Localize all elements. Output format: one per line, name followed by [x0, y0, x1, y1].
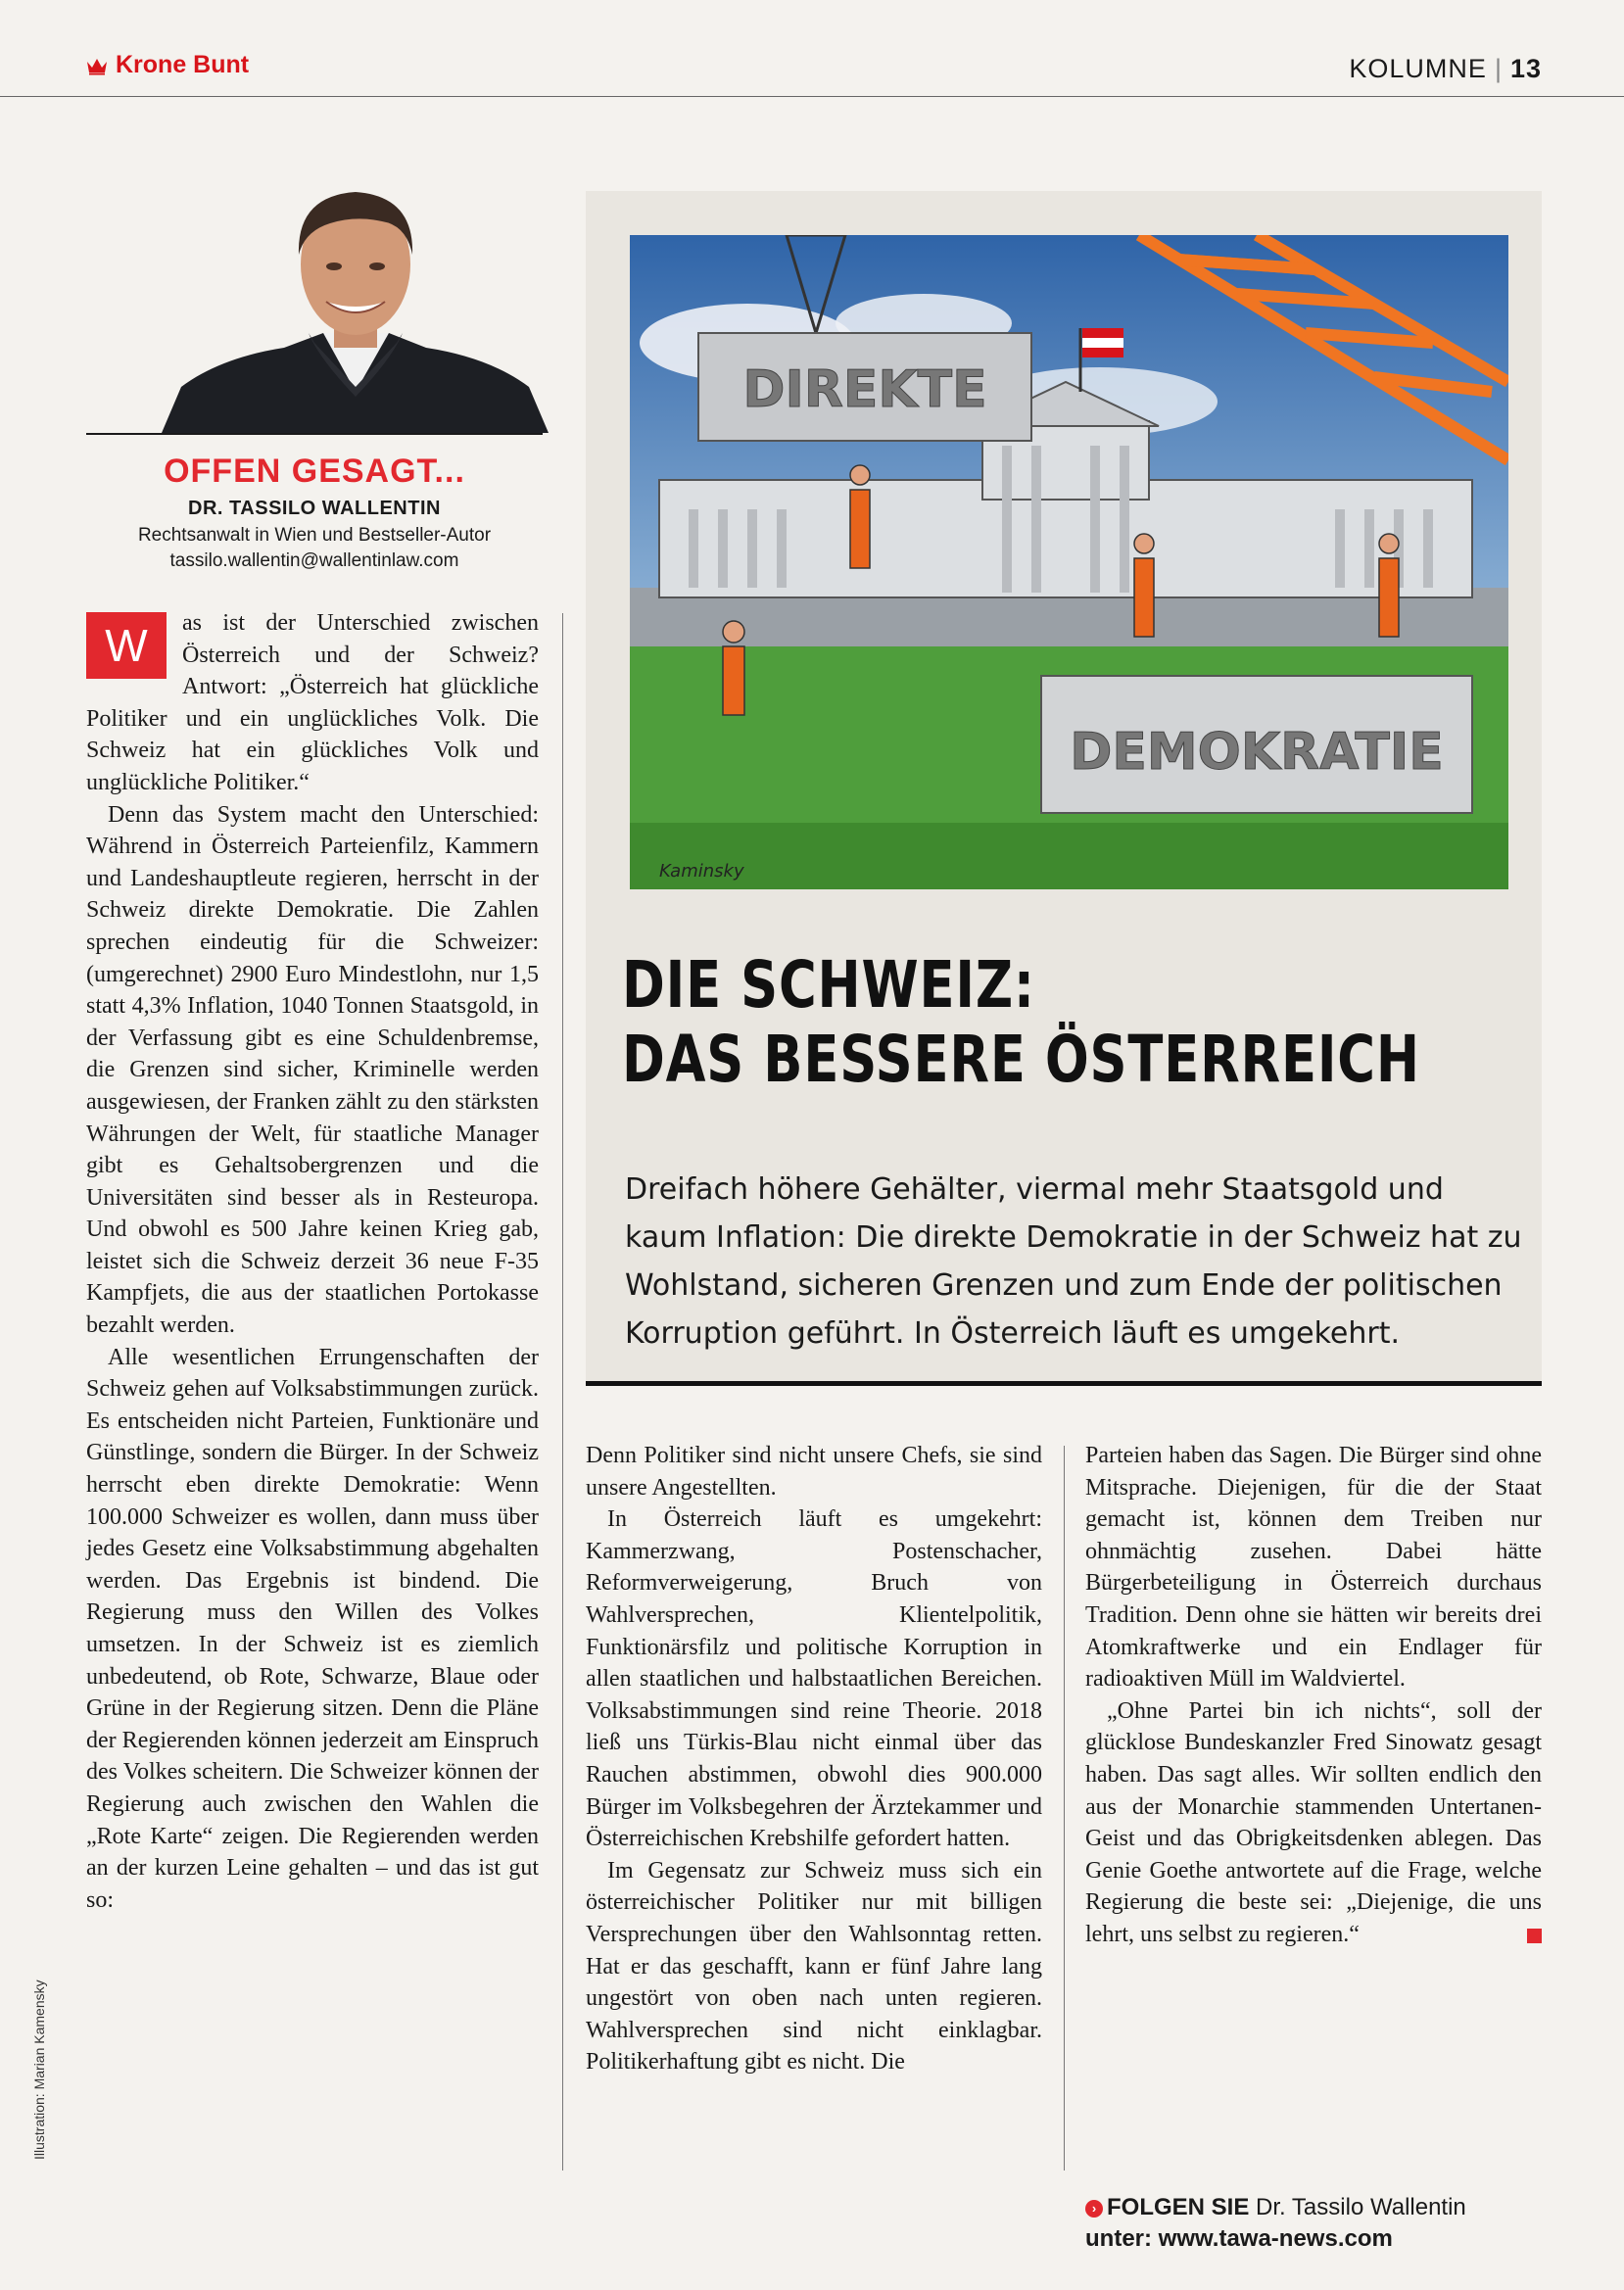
- paragraph-3: Alle wesentlichen Errungenschaften der Schweiz gehen auf Volksabstimmungen zurück. Es entscheiden nicht Parteien, Funktionäre und Günstlinge, sondern die Bürger. In der Schweiz herrscht eben direkte Demokratie: Wenn 100.000 Schweizer es wollen, dann muss über jedes Gesetz eine Volksabstimmung abgehalten werden. Das Ergebnis ist bindend. Die Regierung muss den Willen des Volkes umsetzen. In der Schweiz ist es ziemlich unbedeutend, ob Rote, Schwarze, Blaue oder Grüne in der Regierung sitzen. Denn die Pläne der Regierenden können jederzeit am Einspruch des Volkes scheitern. Die Schweizer können der Regierung auch zwischen den Wahlen die „Rote Karte“ zeigen. Die Regierenden werden an der kurzen Leine gehalten – und das ist gut so:: [86, 1344, 539, 1913]
- column-title: OFFEN GESAGT...: [164, 453, 465, 490]
- author-name: DR. TASSILO WALLENTIN: [188, 498, 441, 519]
- paragraph-6: Im Gegensatz zur Schweiz muss sich ein österreichischer Politiker nur mit billigen Versprechungen über den Wahlsonntag retten. Hat er das geschafft, kann er fünf Jahre lang ungestört von oben nach unten regieren. Wahlversprechen sind nicht einklagbar. Politikerhaftung gibt es nicht. Die: [586, 1857, 1042, 2075]
- author-role: Rechtsanwalt in Wien und Bestseller-Autor: [137, 525, 492, 546]
- author-email[interactable]: tassilo.wallentin@wallentinlaw.com: [169, 550, 459, 571]
- illustration-credit: Illustration: Marian Kamensky: [31, 1980, 47, 2160]
- follow-label: FOLGEN SIE: [1107, 2194, 1250, 2220]
- rubric: KOLUMNE: [1349, 54, 1487, 83]
- cartoon-label-top: DIREKTE: [742, 360, 987, 419]
- follow-unter: unter:: [1085, 2225, 1152, 2252]
- page-number: 13: [1509, 54, 1542, 83]
- headline: [622, 948, 1420, 1097]
- column-divider-1: [562, 613, 563, 2171]
- header-separator: |: [1494, 54, 1503, 83]
- cartoon-illustration: [630, 235, 1508, 889]
- section-logo: [86, 51, 249, 79]
- text-column-1: [86, 607, 539, 1916]
- follow-url[interactable]: www.tawa-news.com: [1158, 2225, 1393, 2252]
- page-header-right: [1349, 54, 1542, 84]
- cartoon-signature: Kaminsky: [659, 861, 744, 882]
- crown-icon: [86, 56, 108, 75]
- paragraph-8-text: „Ohne Partei bin ich nichts“, soll der glücklose Bundeskanzler Fred Sinowatz gesagt haben. Das sagt alles. Wir sollten endlich den aus der Monarchie stammenden Untertanen-Geist und das Obrigkeitsdenken ablegen. Das Genie Goethe antwortete auf die Frage, welche Regierung die beste sei: „Diejenige, die uns lehrt, uns selbst zu regieren.“: [1085, 1697, 1542, 1947]
- arrow-right-icon: ›: [1085, 2200, 1103, 2218]
- lead-rule: [586, 1381, 1542, 1386]
- paragraph-5: In Österreich läuft es umgekehrt: Kammerzwang, Postenschacher, Reformverweigerung, Bruch von Wahlversprechen, Klientelpolitik, Funktionärsfilz und politische Korruption in allen staatlichen und halbstaatlichen Bereichen. Volksabstimmungen sind reine Theorie. 2018 ließ uns Türkis-Blau nicht einmal über das Rauchen abstimmen, obwohl dies 900.000 Bürger im Volksbegehren der Ärztekammer und Österreichischen Krebshilfe gefordert hatten.: [586, 1506, 1042, 1852]
- paragraph-1: [86, 607, 539, 799]
- drop-cap: W: [86, 612, 167, 679]
- headline-line-2: DAS BESSERE ÖSTERREICH: [622, 1022, 1420, 1097]
- paragraph-7: Parteien haben das Sagen. Die Bürger sind ohne Mitsprache. Diejenigen, für die der Staat gemacht ist, können dem Treiben nur ohnmächtig zusehen. Dabei hätte Bürgerbeteiligung in Österreich durchaus Tradition. Denn ohne sie hätten wir bereits drei Atomkraftwerke und ein Endlager für radioaktiven Müll im Waldviertel.: [1085, 1443, 1542, 1693]
- cartoon-label-bottom: DEMOKRATIE: [1070, 723, 1444, 782]
- column-divider-2: [1064, 1446, 1065, 2171]
- author-rule: [86, 433, 543, 435]
- paragraph-4: Denn Politiker sind nicht unsere Chefs, sie sind unsere Angestellten.: [586, 1443, 1042, 1501]
- header-rule: [0, 96, 1624, 97]
- author-portrait: [162, 186, 549, 433]
- lead-text: Dreifach höhere Gehälter, viermal mehr Staatsgold und kaum Inflation: Die direkte Demokratie in der Schweiz hat zu Wohlstand, sicheren Grenzen und zum Ende der politischen Korruption geführt. In Österreich läuft es umgekehrt.: [625, 1172, 1522, 1351]
- follow-name: Dr. Tassilo Wallentin: [1256, 2194, 1466, 2220]
- section-name: Krone Bunt: [116, 51, 250, 78]
- paragraph-8: [1085, 1695, 1542, 1951]
- follow-box: [1085, 2192, 1555, 2255]
- paragraph-2: Denn das System macht den Unterschied: Während in Österreich Parteienfilz, Kammern und Landeshauptleute regieren, herrscht in der Schweiz direkte Demokratie. Die Zahlen sprechen eindeutig für die Schweizer: (umgerechnet) 2900 Euro Mindestlohn, nur 1,5 statt 4,3% Inflation, 1040 Tonnen Staatsgold, in der Verfassung gibt es eine Schuldenbremse, die Grenzen sind sicher, Kriminelle werden ausgewiesen, der Franken zählt zu den stärksten Währungen der Welt, für staatliche Manager gibt es Gehaltsobergrenzen und die Universitäten sind besser als in Resteuropa. Und obwohl es 500 Jahre keinen Krieg gab, leistet sich die Schweiz derzeit 36 neue F-35 Kampfjets, die aus der staatlichen Portokasse bezahlt werden.: [86, 801, 539, 1339]
- headline-line-1: DIE SCHWEIZ:: [622, 947, 1035, 1023]
- text-column-3: [1085, 1440, 1542, 1951]
- paragraph-1-text: as ist der Unterschied zwischen Österreich und der Schweiz? Antwort: „Österreich hat glückliche Politiker und ein unglückliches Volk. Die Schweiz hat ein glückliches Volk und unglückliche Politiker.“: [86, 610, 539, 795]
- end-mark-icon: [1527, 1929, 1542, 1943]
- text-column-2: [586, 1440, 1042, 2078]
